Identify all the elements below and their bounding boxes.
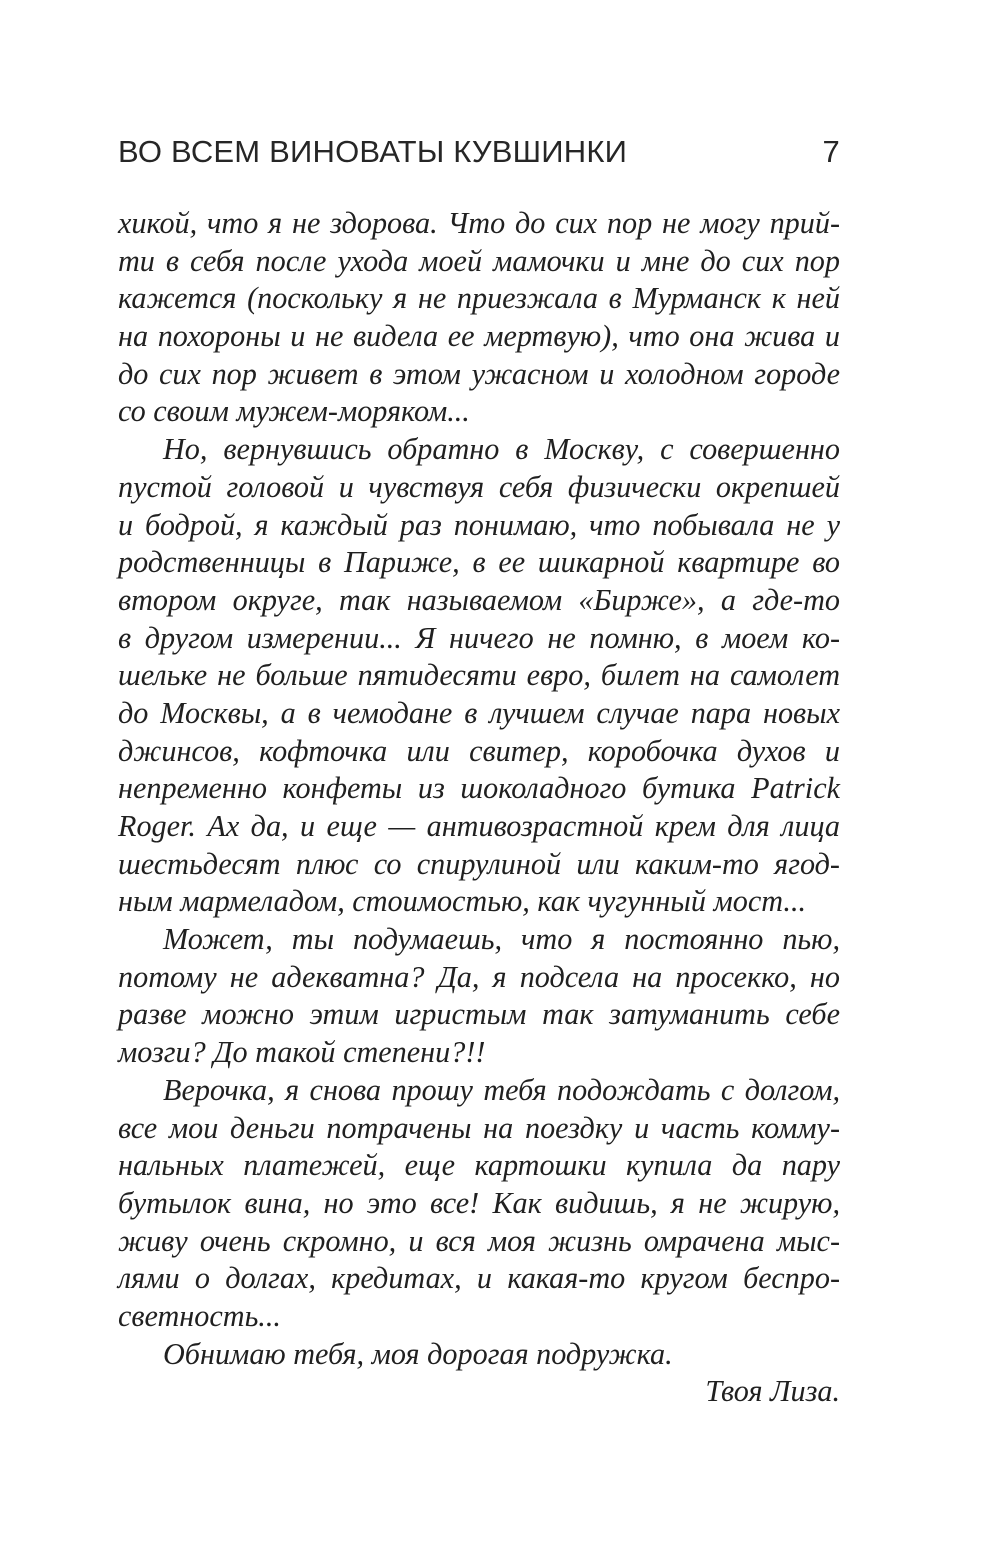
text-line: со своим мужем-моряком... [118,394,470,429]
text-line: и бодрой, я каждый раз понимаю, что побывала не у [118,507,840,542]
text-line: пустой головой и чувствуя себя физически окрепшей [118,469,840,504]
page-number: 7 [822,134,840,169]
text-line: шельке не больше пятидесяти евро, билет на самолет [118,658,840,693]
text-line: Roger. Ах да, и еще — антивозрастной крем для лица [118,809,840,843]
text-line: до сих пор живет в этом ужасном и холодном городе [118,356,840,391]
text-line: все мои деньги потрачены на поездку и часть комму- [118,1110,840,1145]
text-line: Но, вернувшись обратно в Москву, с совершенно [163,432,840,467]
text-line: до Москвы, а в чемодане в лучшем случае пара новых [118,695,840,730]
text-line: Верочка, я снова прошу тебя подождать с долгом, [163,1072,840,1107]
text-line: нальных платежей, еще картошки купила да пару [118,1148,840,1183]
text-line: Обнимаю тебя, моя дорогая подружка. [163,1336,673,1371]
running-title: ВО ВСЕМ ВИНОВАТЫ КУВШИНКИ [118,134,628,169]
text-line: на похороны и не видела ее мертвую), что она жива и [118,319,840,354]
text-line: шестьдесят плюс со спирулиной или каким-то ягод- [118,846,840,881]
running-head [118,134,840,178]
text-line: непременно конфеты из шоколадного бутика Patrick [118,771,840,806]
text-line: втором округе, так называемом «Бирже», а где-то [118,582,840,617]
text-line: бутылок вина, но это все! Как видишь, я не жирую, [118,1185,840,1220]
text-line: потому не адекватна? Да, я подсела на просекко, но [118,959,840,994]
text-line: разве можно этим игристым так затуманить себе [118,997,840,1032]
body-text [118,205,840,1411]
text-line: родственницы в Париже, в ее шикарной квартире во [118,545,840,580]
text-line: живу очень скромно, и вся моя жизнь омрачена мыс- [118,1223,840,1258]
signature-line: Твоя Лиза. [705,1374,840,1409]
text-line: мозги? До такой степени?!! [118,1035,486,1070]
text-line: в другом измерении... Я ничего не помню, в моем ко- [118,620,840,655]
text-line: хикой, что я не здорова. Что до сих пор не могу прий- [118,206,840,240]
text-line: лями о долгах, кредитах, и какая-то кругом беспро- [118,1261,840,1296]
text-line: светность... [118,1298,281,1333]
text-line: ти в себя после ухода моей мамочки и мне до сих пор [118,243,840,278]
text-line: ным мармеладом, стоимостью, как чугунный мост... [118,884,807,919]
text-line: джинсов, кофточка или свитер, коробочка духов и [118,733,840,768]
text-line: Может, ты подумаешь, что я постоянно пью, [163,922,840,957]
text-line: кажется (поскольку я не приезжала в Мурманск к ней [118,281,840,316]
